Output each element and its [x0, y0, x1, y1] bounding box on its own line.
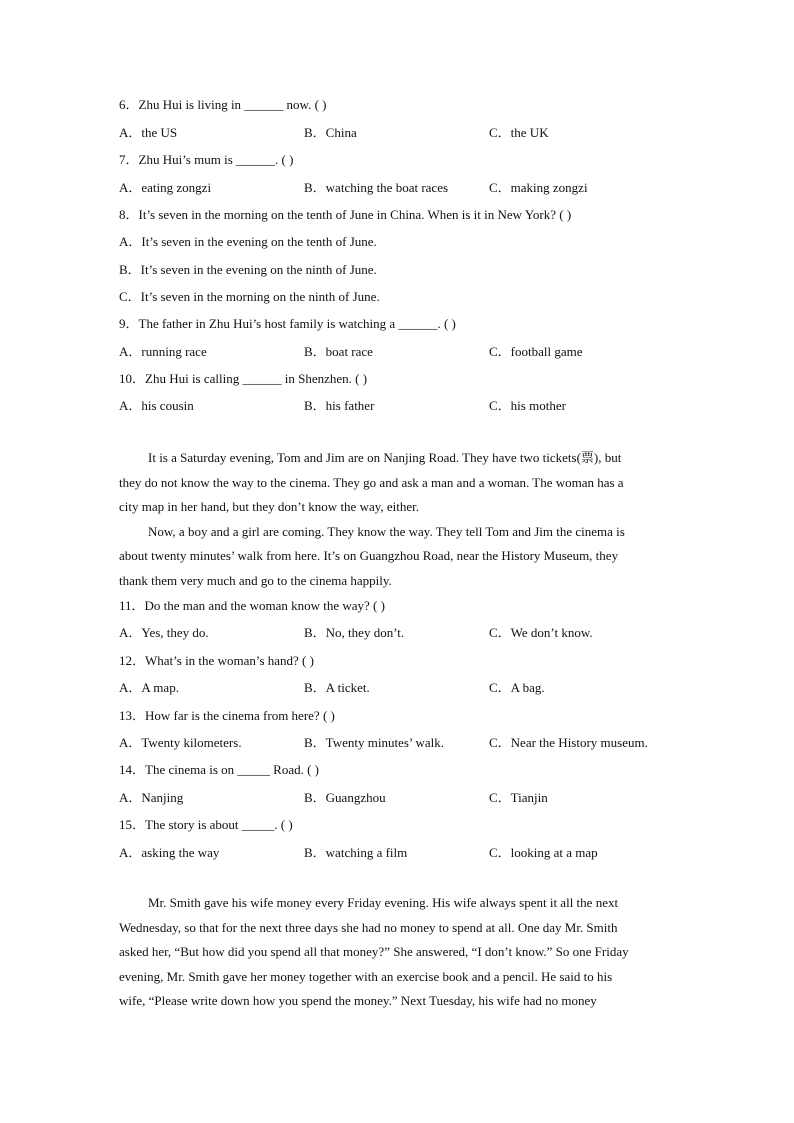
question-7-stem: 7．Zhu Hui’s mum is ______. ( ): [119, 152, 294, 167]
passage-c-line: Wednesday, so that for the next three days she had no money to spend at all. One day Mr. Smith: [119, 919, 618, 935]
question-11-option-b: B．No, they don’t.: [304, 625, 405, 640]
question-10-option-b: B．his father: [304, 398, 375, 413]
question-8-option-b: B．It’s seven in the evening on the ninth of June.: [119, 262, 377, 277]
question-10-stem: 10．Zhu Hui is calling ______ in Shenzhen. ( ): [119, 371, 368, 386]
question-8-stem: 8．It’s seven in the morning on the tenth of June in China. When is it in New York? ( ): [119, 207, 572, 222]
question-15-stem: 15．The story is about _____. ( ): [119, 817, 293, 832]
question-13-option-c: C．Near the History museum.: [489, 735, 648, 750]
question-13-option-a: A．Twenty kilometers.: [119, 735, 242, 750]
question-12-option-c: C．A bag.: [489, 680, 545, 695]
passage-c-line: wife, “Please write down how you spend the money.” Next Tuesday, his wife had no money: [119, 993, 597, 1008]
question-10-option-c: C．his mother: [489, 398, 566, 413]
question-9-option-a: A．running race: [119, 344, 207, 359]
question-14-option-c: C．Tianjin: [489, 790, 548, 805]
reading-passage-c: [119, 891, 667, 1014]
question-8-option-a: A．It’s seven in the evening on the tenth of June.: [119, 234, 377, 249]
question-13-stem: 13．How far is the cinema from here? ( ): [119, 708, 335, 723]
passage-b-line: city map in her hand, but they don’t know the way, either.: [119, 499, 420, 514]
passage-b-line: It is a Saturday evening, Tom and Jim are on Nanjing Road. They have two tickets(票), but: [148, 450, 622, 465]
question-12-stem: 12．What’s in the woman’s hand? ( ): [119, 653, 314, 668]
question-12-option-a: A．A map.: [119, 680, 179, 695]
question-14-option-a: A．Nanjing: [119, 790, 184, 805]
question-11-stem: 11．Do the man and the woman know the way? ( ): [119, 598, 385, 613]
question-6-option-c: C．the UK: [489, 125, 549, 140]
passage-c-line: Mr. Smith gave his wife money every Friday evening. His wife always spent it all the next: [148, 895, 619, 910]
passage-b-line: they do not know the way to the cinema. They go and ask a man and a woman. The woman has a: [119, 474, 624, 490]
question-11-option-a: A．Yes, they do.: [119, 625, 209, 640]
question-9-option-b: B．boat race: [304, 344, 373, 359]
reading-passage-b: [119, 446, 667, 593]
question-14-option-b: B．Guangzhou: [304, 790, 386, 805]
passage-c-line: evening, Mr. Smith gave her money together with an exercise book and a pencil. He said to his: [119, 968, 613, 984]
question-13-option-b: B．Twenty minutes’ walk.: [304, 735, 445, 750]
question-15-option-c: C．looking at a map: [489, 845, 598, 860]
question-9-stem: 9．The father in Zhu Hui’s host family is watching a ______. ( ): [119, 316, 456, 331]
question-11-option-c: C．We don’t know.: [489, 625, 593, 640]
question-6-option-a: A．the US: [119, 125, 178, 140]
question-6-stem: 6．Zhu Hui is living in ______ now. ( ): [119, 97, 327, 112]
question-6-option-b: B．China: [304, 125, 357, 140]
question-7-option-a: A．eating zongzi: [119, 180, 212, 195]
passage-b-line: thank them very much and go to the cinema happily.: [119, 572, 392, 588]
question-12-option-b: B．A ticket.: [304, 680, 370, 695]
question-7-option-c: C．making zongzi: [489, 180, 588, 195]
question-9-option-c: C．football game: [489, 344, 583, 359]
question-15-option-a: A．asking the way: [119, 845, 220, 860]
passage-c-line: asked her, “But how did you spend all that money?” She answered, “I don’t know.” So one Friday: [119, 944, 629, 959]
question-15-option-b: B．watching a film: [304, 845, 408, 860]
question-8-option-c: C．It’s seven in the morning on the ninth of June.: [119, 289, 380, 304]
question-10-option-a: A．his cousin: [119, 398, 194, 413]
passage-b-line: Now, a boy and a girl are coming. They know the way. They tell Tom and Jim the cinema is: [148, 523, 625, 539]
question-7-option-b: B．watching the boat races: [304, 180, 449, 195]
question-14-stem: 14．The cinema is on _____ Road. ( ): [119, 762, 320, 777]
passage-b-line: about twenty minutes’ walk from here. It’s on Guangzhou Road, near the History Museum, they: [119, 548, 619, 563]
